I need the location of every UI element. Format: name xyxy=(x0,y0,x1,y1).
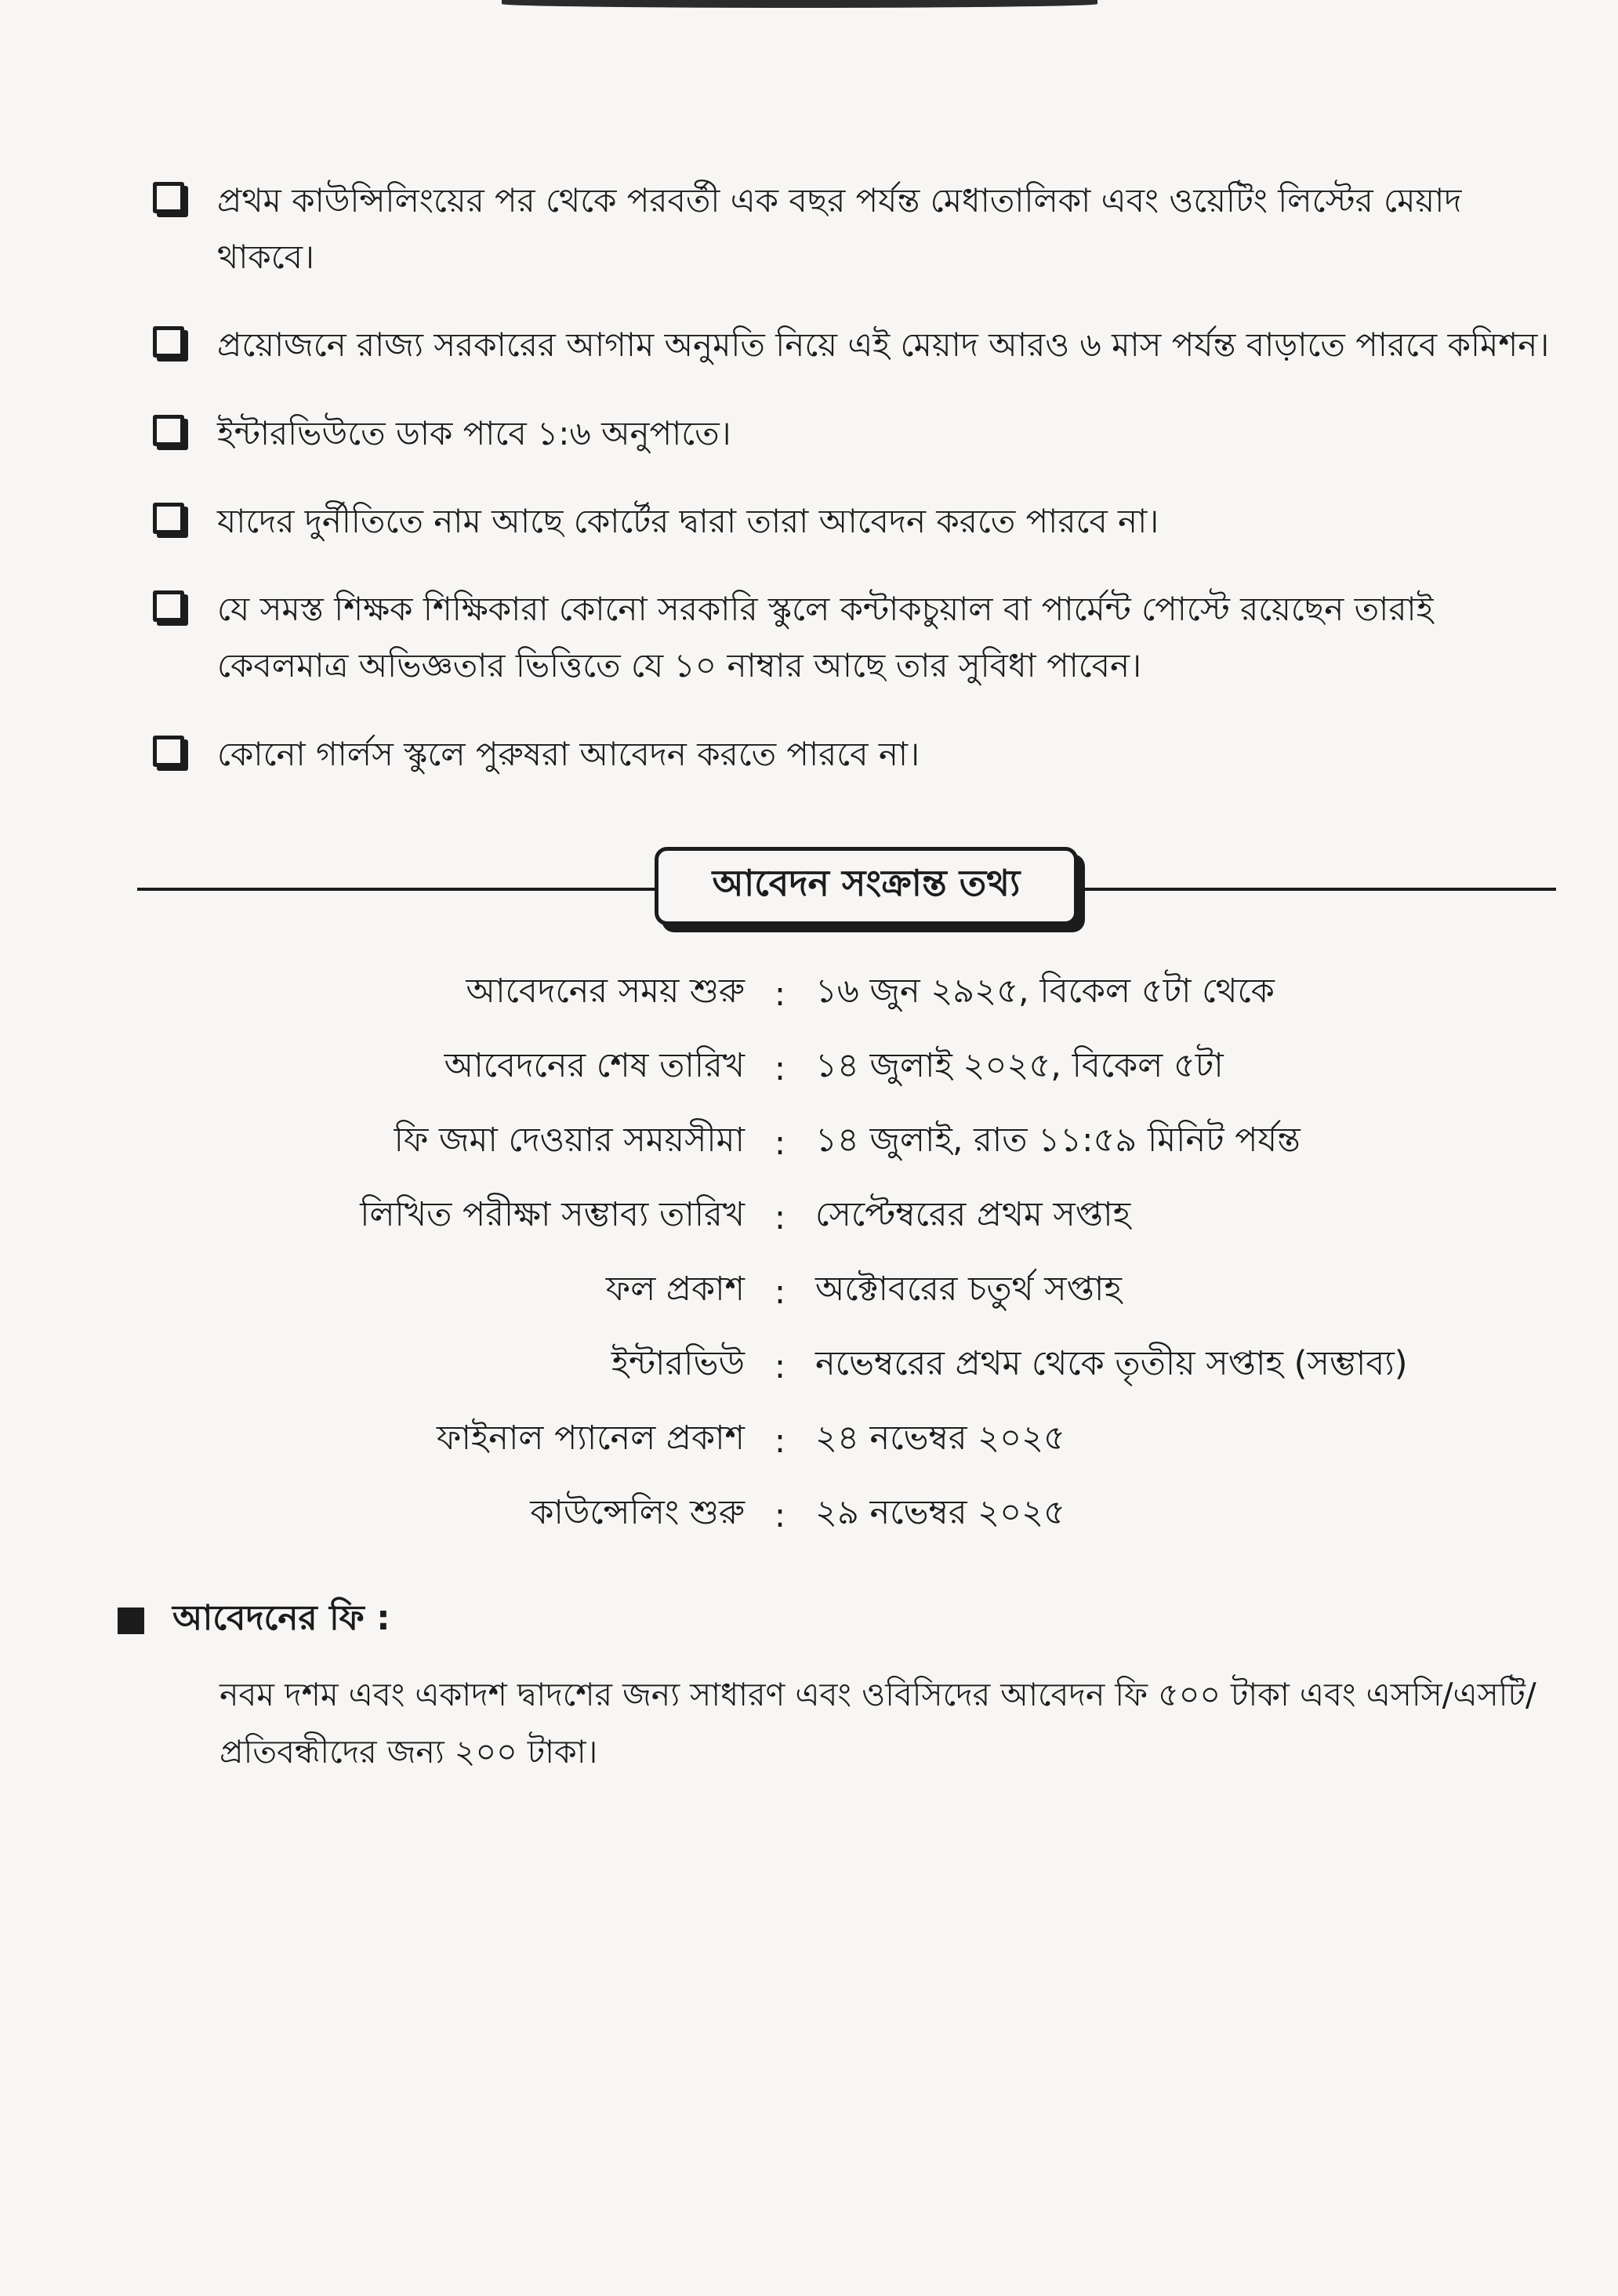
row-colon: : xyxy=(774,1346,786,1386)
table-row xyxy=(196,1255,1568,1329)
checkbox-bullet-icon xyxy=(153,503,184,534)
list-item-text: প্রথম কাউন্সিলিংয়ের পর থেকে পরবর্তী এক বছর পর্যন্ত মেধাতালিকা এবং ওয়েটিং লিস্টের মেয়াদ থাকবে। xyxy=(217,181,1462,277)
list-item xyxy=(153,726,1556,783)
table-row xyxy=(196,1478,1568,1553)
list-item-text: যে সমস্ত শিক্ষক শিক্ষিকারা কোনো সরকারি স্কুলে কন্টাকচুয়াল বা পার্মেন্ট পোস্টে রয়েছেন তারাই কেবলমাত্র অভিজ্ঞতার ভিত্তিতে যে ১০ নাম্বার আছে তার সুবিধা পাবেন। xyxy=(217,590,1434,685)
row-value: ১৬ জুন ২৯২৫, বিকেল ৫টা থেকে xyxy=(815,972,1275,1011)
row-colon: : xyxy=(774,1123,786,1163)
list-item xyxy=(153,317,1556,373)
fee-title: আবেদনের ফি : xyxy=(172,1598,390,1638)
row-colon: : xyxy=(774,1495,786,1535)
list-item xyxy=(153,405,1556,462)
section-title: আবেদন সংক্রান্ত তথ্য xyxy=(712,862,1021,904)
row-colon: : xyxy=(774,1421,786,1461)
fee-heading xyxy=(118,1592,1544,1649)
divider-left xyxy=(137,888,655,891)
checkbox-bullet-icon xyxy=(153,590,184,622)
row-label: আবেদনের সময় শুরু xyxy=(466,972,745,1011)
table-row xyxy=(196,957,1568,1031)
table-row xyxy=(196,1404,1568,1478)
row-label: কাউন্সেলিং শুরু xyxy=(530,1493,745,1532)
square-bullet-icon xyxy=(118,1608,144,1634)
row-label: ইন্টারভিউ xyxy=(611,1344,745,1383)
table-row xyxy=(196,1180,1568,1255)
rules-list xyxy=(153,173,1556,814)
row-label: ফল প্রকাশ xyxy=(605,1270,745,1309)
schedule-table xyxy=(196,957,1568,1553)
row-value: নভেম্বরের প্রথম থেকে তৃতীয় সপ্তাহ (সম্ভাব্য) xyxy=(815,1344,1408,1383)
fee-description: নবম দশম এবং একাদশ দ্বাদশের জন্য সাধারণ এবং ওবিসিদের আবেদন ফি ৫০০ টাকা এবং এসসি/এসটি/প্রতিবন্ধীদের জন্য ২০০ টাকা। xyxy=(219,1676,1536,1771)
list-item-text: প্রয়োজনে রাজ্য সরকারের আগাম অনুমতি নিয়ে এই মেয়াদ আরও ৬ মাস পর্যন্ত বাড়াতে পারবে কমিশন। xyxy=(217,325,1550,365)
row-label: ফি জমা দেওয়ার সময়সীমা xyxy=(394,1121,745,1160)
row-colon: : xyxy=(774,1197,786,1237)
list-item xyxy=(153,493,1556,550)
checkbox-bullet-icon xyxy=(153,415,184,446)
divider-right xyxy=(1078,888,1556,891)
list-item-text: কোনো গার্লস স্কুলে পুরুষরা আবেদন করতে পারবে না। xyxy=(217,734,920,773)
list-item-text: যাদের দুর্নীতিতে নাম আছে কোর্টের দ্বারা তারা আবেদন করতে পারবে না। xyxy=(217,501,1159,540)
table-row xyxy=(196,1031,1568,1106)
row-label: আবেদনের শেষ তারিখ xyxy=(444,1046,745,1085)
row-label: ফাইনাল প্যানেল প্রকাশ xyxy=(437,1419,745,1458)
checkbox-bullet-icon xyxy=(153,736,184,767)
row-value: ১৪ জুলাই ২০২৫, বিকেল ৫টা xyxy=(815,1046,1224,1085)
row-value: ২৪ নভেম্বর ২০২৫ xyxy=(815,1419,1065,1458)
section-title-box xyxy=(655,847,1078,925)
row-value: অক্টোবরের চতুর্থ সপ্তাহ xyxy=(815,1270,1122,1309)
row-colon: : xyxy=(774,1272,786,1312)
section-header xyxy=(137,847,1556,933)
row-value: ১৪ জুলাই, রাত ১১:৫৯ মিনিট পর্যন্ত xyxy=(815,1121,1301,1160)
row-value: ২৯ নভেম্বর ২০২৫ xyxy=(815,1493,1065,1532)
table-row xyxy=(196,1329,1568,1404)
fee-section xyxy=(118,1592,1544,1781)
row-value: সেপ্টেম্বরের প্রথম সপ্তাহ xyxy=(815,1195,1131,1234)
row-colon: : xyxy=(774,974,786,1014)
list-item-text: ইন্টারভিউতে ডাক পাবে ১:৬ অনুপাতে। xyxy=(217,413,731,452)
table-row xyxy=(196,1106,1568,1180)
row-colon: : xyxy=(774,1048,786,1088)
checkbox-bullet-icon xyxy=(153,182,184,213)
row-label: লিখিত পরীক্ষা সম্ভাব্য তারিখ xyxy=(360,1195,745,1234)
page-top-shadow xyxy=(502,0,1097,8)
list-item xyxy=(153,581,1556,694)
checkbox-bullet-icon xyxy=(153,326,184,358)
list-item xyxy=(153,173,1556,285)
